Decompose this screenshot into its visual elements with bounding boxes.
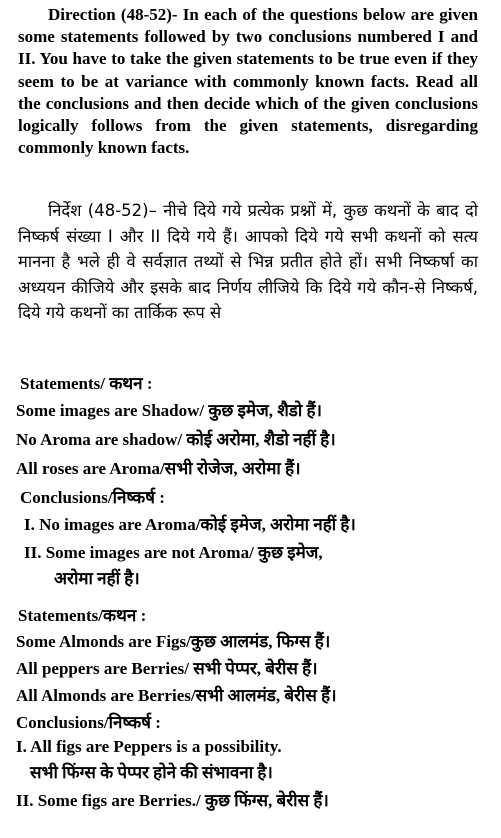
direction-hindi-text: निर्देश (48-52)– नीचे दिये गये प्रत्येक प्रश्नों में, कुछ कथनों के बाद दो निष्कर्ष संख्या I और II दिये गये हैं। आपको दिये गये सभी कथनों को सत्य मानना है भले ही वे सर्वज्ञात तथ्यों से भिन्न प्रतीत होते हों। सभी निष्कर्षा का अध्ययन कीजिये और इसके बाद निर्णय लीजिये कि दिये गये कौन-से निष्कर्ष, दिये गये कथनों का तार्किक रूप से xyxy=(18,201,478,323)
q1-conclusion-2-cont: अरोमा नहीं है। xyxy=(54,569,140,588)
q2-statement-2: All peppers are Berries/ सभी पेप्पर, बेरीस हैं। xyxy=(16,659,318,678)
q1-conclusion-1: I. No images are Aroma/कोई इमेज, अरोमा नहीं है। xyxy=(24,515,356,534)
q1-statement-3: All roses are Aroma/सभी रोजेज, अरोमा हैं। xyxy=(16,459,301,478)
q2-statement-1: Some Almonds are Figs/कुछ आलमंड, फिग्स हैं। xyxy=(16,632,331,651)
q2-conclusion-1: I. All figs are Peppers is a possibility. xyxy=(16,737,282,756)
q2-conclusion-2: II. Some figs are Berries./ कुछ फिंग्स, बेरीस हैं। xyxy=(16,791,329,810)
q1-statement-2: No Aroma are shadow/ कोई अरोमा, शैडो नहीं है। xyxy=(16,430,336,449)
q2-conclusion-1-hindi: सभी फिंग्स के पेप्पर होने की संभावना है। xyxy=(30,763,273,782)
direction-hindi xyxy=(18,198,478,326)
direction-english-text: Direction (48-52)- In each of the questions below are given some statements followed by two conclusions numbered I and II. You have to take the given statements to be true even if they seem to be at variance with commonly known facts. Read all the conclusions and then decide which of the given conclusions logically follows from the given statements, disregarding commonly known facts. xyxy=(18,5,478,158)
q1-statement-1: Some images are Shadow/ कुछ इमेज, शैडो हैं। xyxy=(16,401,322,420)
q1-statements-label: Statements/ कथन : xyxy=(20,374,153,393)
direction-english xyxy=(18,4,478,159)
q2-statements-label: Statements/कथन : xyxy=(18,606,147,625)
q2-conclusions-label: Conclusions/निष्कर्ष : xyxy=(16,713,161,732)
q1-conclusions-label: Conclusions/निष्कर्ष : xyxy=(20,488,165,507)
q2-statement-3: All Almonds are Berries/सभी आलमंड, बेरीस हैं। xyxy=(16,686,337,705)
q1-conclusion-2: II. Some images are not Aroma/ कुछ इमेज, xyxy=(24,543,323,562)
